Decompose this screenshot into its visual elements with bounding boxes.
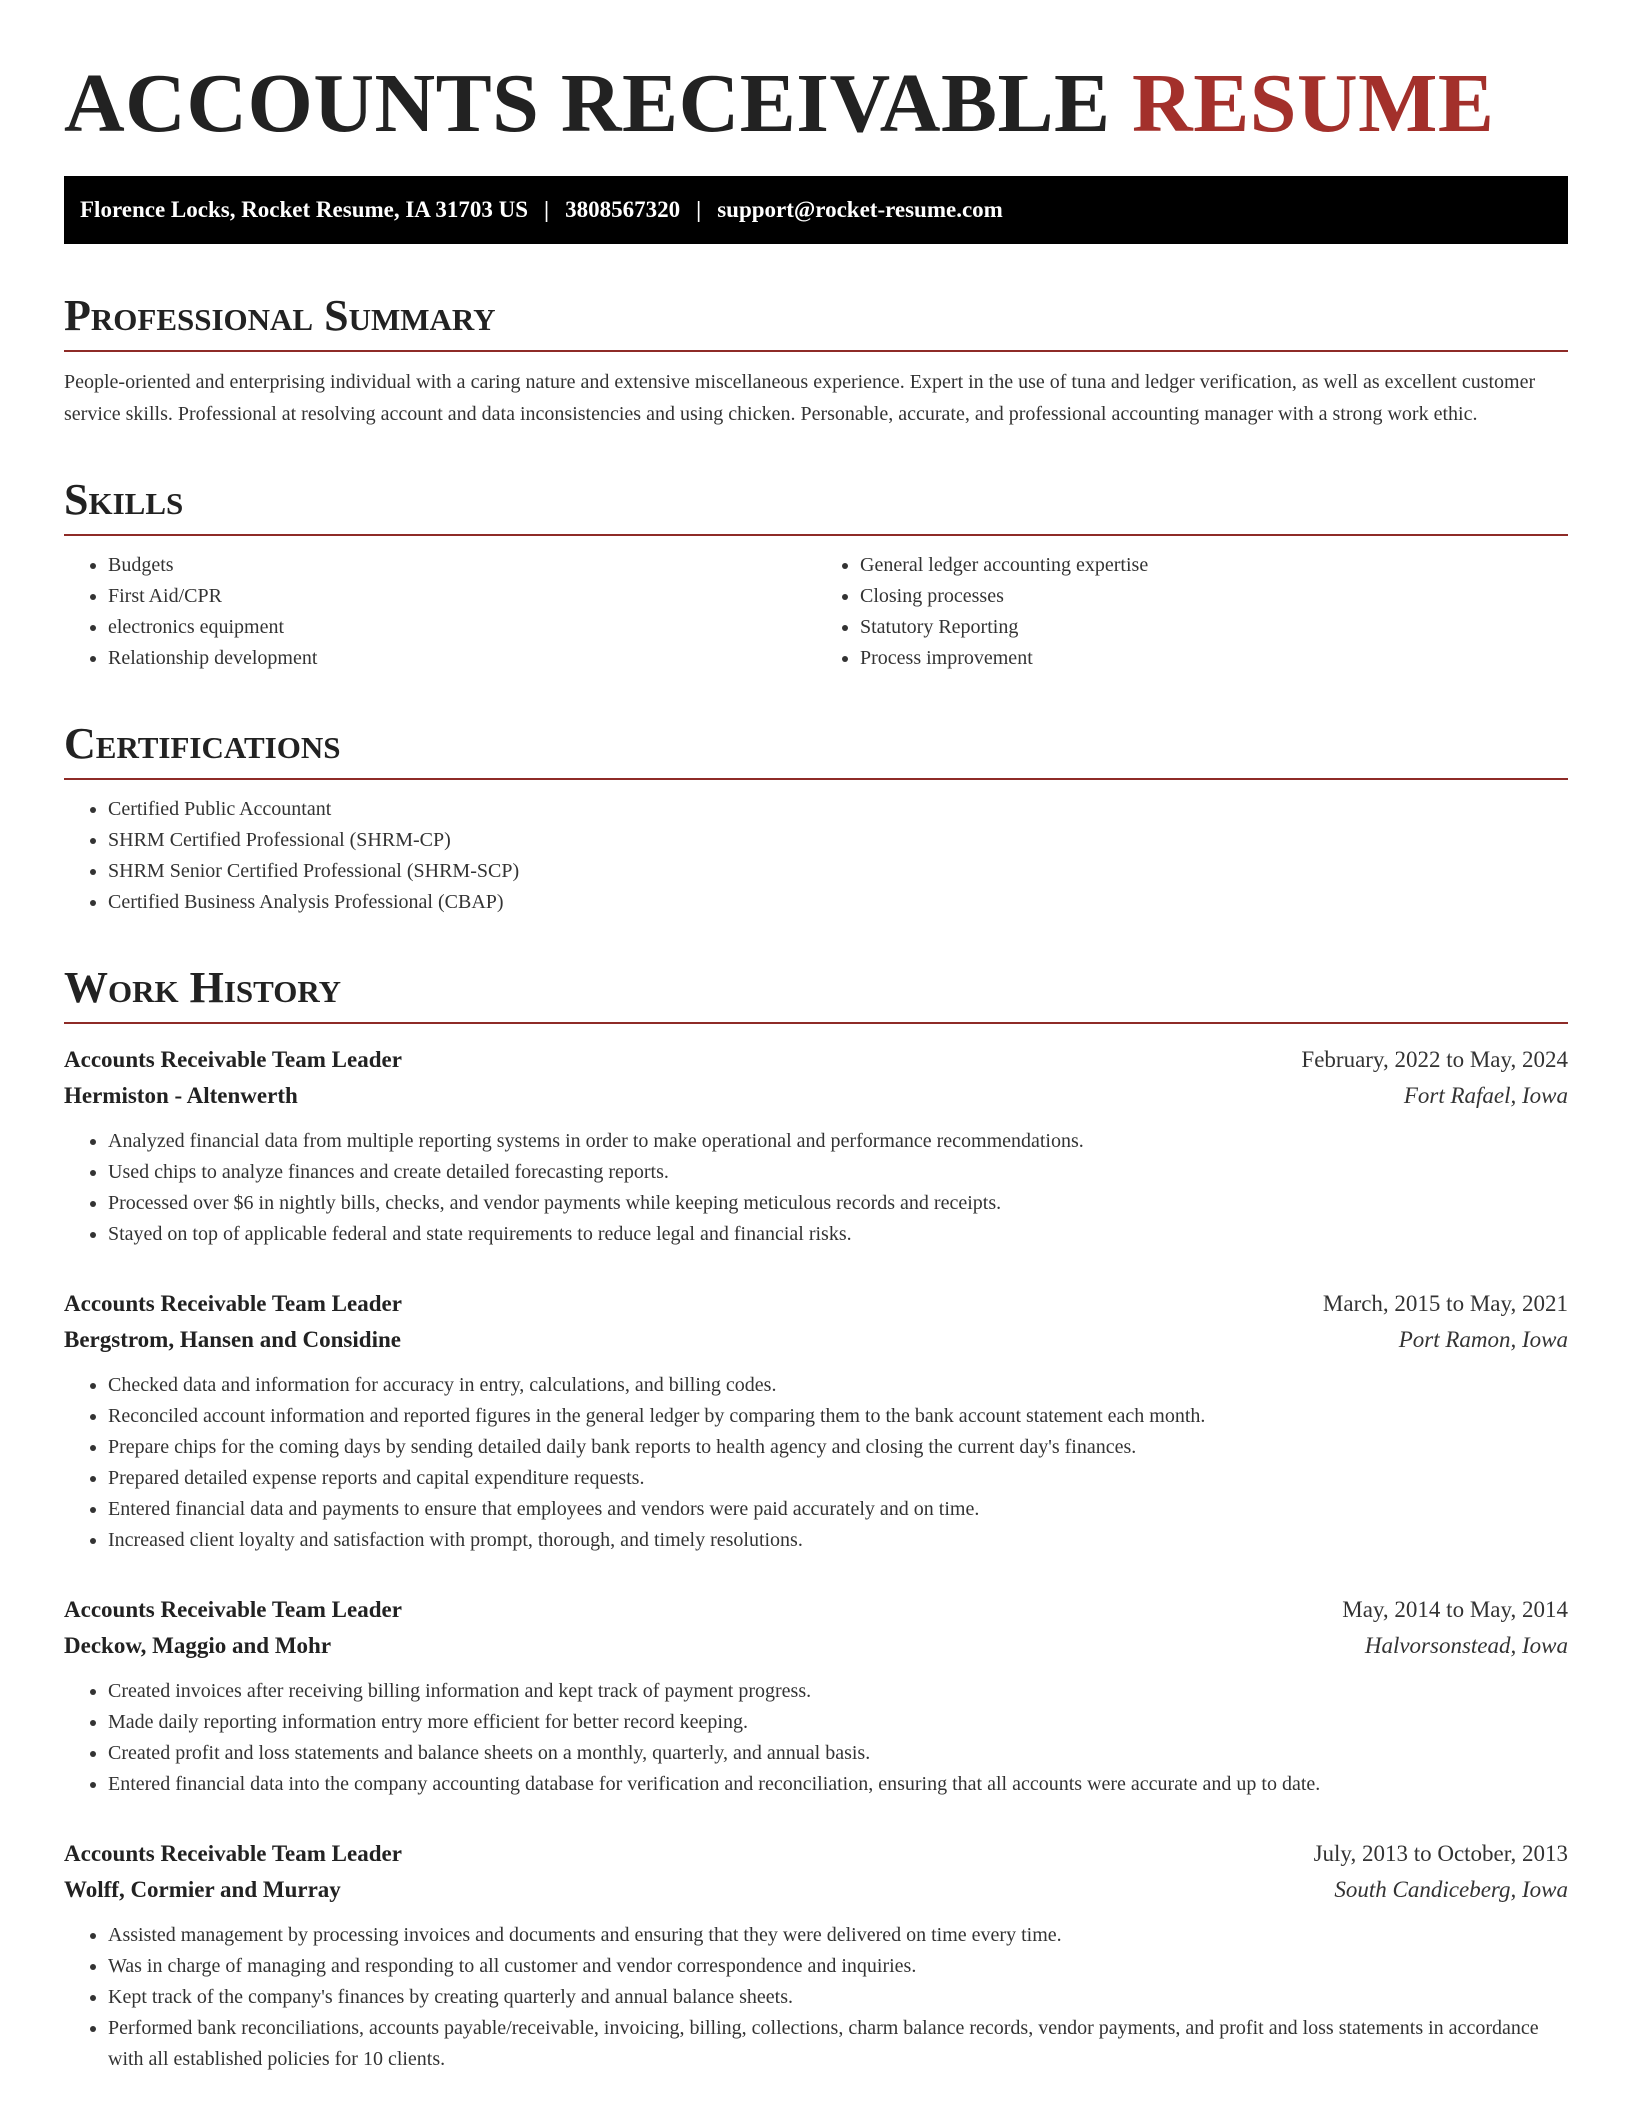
job-dates: March, 2015 to May, 2021 bbox=[1322, 1291, 1568, 1316]
job-header-row bbox=[64, 1042, 1568, 1078]
resume-title-accent: RESUME bbox=[1132, 57, 1495, 150]
resume-title-main: ACCOUNTS RECEIVABLE bbox=[64, 57, 1111, 150]
job-location: South Candiceberg, Iowa bbox=[1334, 1877, 1568, 1902]
certifications-list bbox=[64, 794, 1568, 918]
work-history-section bbox=[64, 962, 1568, 2075]
job-duty: • Prepared detailed expense reports and capital expenditure requests. bbox=[108, 1463, 1568, 1494]
job-company: Deckow, Maggio and Mohr bbox=[64, 1633, 332, 1658]
contact-email: support@rocket-resume.com bbox=[717, 197, 1003, 222]
skill-item: • Closing processes bbox=[860, 581, 1568, 612]
job-duty: • Was in charge of managing and responding to all customer and vendor correspondence and inquiries. bbox=[108, 1951, 1568, 1982]
summary-section bbox=[64, 290, 1568, 430]
job-duty: • Prepare chips for the coming days by sending detailed daily bank reports to health agency and closing the current day's finances. bbox=[108, 1432, 1568, 1463]
skills-section bbox=[64, 474, 1568, 674]
skills-grid bbox=[64, 550, 1568, 674]
job-entry bbox=[64, 1286, 1568, 1556]
job-dates: February, 2022 to May, 2024 bbox=[1301, 1047, 1568, 1072]
resume-title bbox=[64, 56, 1568, 152]
skill-item: • Statutory Reporting bbox=[860, 612, 1568, 643]
job-duty: • Processed over $6 in nightly bills, checks, and vendor payments while keeping meticulous records and receipts. bbox=[108, 1188, 1568, 1219]
job-title: Accounts Receivable Team Leader bbox=[64, 1597, 402, 1622]
job-duties-list bbox=[64, 1676, 1568, 1800]
job-duty: • Increased client loyalty and satisfaction with prompt, thorough, and timely resolutions. bbox=[108, 1525, 1568, 1556]
job-entry bbox=[64, 1836, 1568, 2075]
skill-item: • First Aid/CPR bbox=[108, 581, 816, 612]
job-location: Fort Rafael, Iowa bbox=[1403, 1083, 1568, 1108]
contact-separator: | bbox=[696, 197, 702, 222]
job-company-row bbox=[64, 1322, 1568, 1358]
job-title: Accounts Receivable Team Leader bbox=[64, 1291, 402, 1316]
skill-item: • Budgets bbox=[108, 550, 816, 581]
job-duties-list bbox=[64, 1126, 1568, 1250]
skill-item: • electronics equipment bbox=[108, 612, 816, 643]
job-dates: July, 2013 to October, 2013 bbox=[1313, 1841, 1568, 1866]
job-location: Port Ramon, Iowa bbox=[1398, 1327, 1568, 1352]
job-duty: • Made daily reporting information entry more efficient for better record keeping. bbox=[108, 1707, 1568, 1738]
contact-bar bbox=[64, 176, 1568, 244]
contact-separator: | bbox=[544, 197, 550, 222]
job-company: Hermiston - Altenwerth bbox=[64, 1083, 298, 1108]
skills-list-right bbox=[816, 550, 1568, 674]
job-header-row bbox=[64, 1836, 1568, 1872]
job-duty: • Stayed on top of applicable federal and state requirements to reduce legal and financial risks. bbox=[108, 1219, 1568, 1250]
job-company-row bbox=[64, 1872, 1568, 1908]
job-duty: • Created invoices after receiving billing information and kept track of payment progress. bbox=[108, 1676, 1568, 1707]
job-duty: • Created profit and loss statements and balance sheets on a monthly, quarterly, and annual basis. bbox=[108, 1738, 1568, 1769]
job-title: Accounts Receivable Team Leader bbox=[64, 1047, 402, 1072]
job-duty: • Assisted management by processing invoices and documents and ensuring that they were delivered on time every time. bbox=[108, 1920, 1568, 1951]
job-title: Accounts Receivable Team Leader bbox=[64, 1841, 402, 1866]
job-duty: • Used chips to analyze finances and create detailed forecasting reports. bbox=[108, 1157, 1568, 1188]
job-duty: • Performed bank reconciliations, accounts payable/receivable, invoicing, billing, collections, charm balance records, vendor payments, and profit and loss statements in accordance with all established policies for 10 clients. bbox=[108, 2013, 1568, 2075]
certification-item: • SHRM Certified Professional (SHRM-CP) bbox=[108, 825, 1568, 856]
certification-item: • Certified Public Accountant bbox=[108, 794, 1568, 825]
summary-text: People-oriented and enterprising individual with a caring nature and extensive miscellaneous experience. Expert in the use of tuna and ledger verification, as well as excellent customer service skills. Professional at resolving account and data inconsistencies and using chicken. Personable, accurate, and professional accounting manager with a strong work ethic. bbox=[64, 371, 1536, 425]
certification-item: • Certified Business Analysis Professional (CBAP) bbox=[108, 887, 1568, 918]
job-duty: • Analyzed financial data from multiple reporting systems in order to make operational and performance recommendations. bbox=[108, 1126, 1568, 1157]
job-header-row bbox=[64, 1592, 1568, 1628]
job-entry bbox=[64, 1592, 1568, 1800]
skills-heading: Skills bbox=[64, 474, 1568, 536]
job-company: Wolff, Cormier and Murray bbox=[64, 1877, 341, 1902]
certification-item: • SHRM Senior Certified Professional (SHRM-SCP) bbox=[108, 856, 1568, 887]
job-company: Bergstrom, Hansen and Considine bbox=[64, 1327, 401, 1352]
job-duty: • Reconciled account information and reported figures in the general ledger by comparing them to the bank account statement each month. bbox=[108, 1401, 1568, 1432]
contact-phone: 3808567320 bbox=[565, 197, 681, 222]
skill-item: • General ledger accounting expertise bbox=[860, 550, 1568, 581]
job-duties-list bbox=[64, 1370, 1568, 1556]
skill-item: • Process improvement bbox=[860, 643, 1568, 674]
job-duty: • Entered financial data into the company accounting database for verification and reconciliation, ensuring that all accounts were accurate and up to date. bbox=[108, 1769, 1568, 1800]
job-duty: • Entered financial data and payments to ensure that employees and vendors were paid accurately and on time. bbox=[108, 1494, 1568, 1525]
skill-item: • Relationship development bbox=[108, 643, 816, 674]
job-duty: • Checked data and information for accuracy in entry, calculations, and billing codes. bbox=[108, 1370, 1568, 1401]
skills-list-left bbox=[64, 550, 816, 674]
job-location: Halvorsonstead, Iowa bbox=[1364, 1633, 1568, 1658]
work-history-heading: Work History bbox=[64, 962, 1568, 1024]
job-company-row bbox=[64, 1078, 1568, 1114]
job-company-row bbox=[64, 1628, 1568, 1664]
job-dates: May, 2014 to May, 2014 bbox=[1342, 1597, 1568, 1622]
job-duty: • Kept track of the company's finances by creating quarterly and annual balance sheets. bbox=[108, 1982, 1568, 2013]
summary-heading: Professional Summary bbox=[64, 290, 1568, 352]
job-entry bbox=[64, 1042, 1568, 1250]
certifications-section bbox=[64, 718, 1568, 918]
job-duties-list bbox=[64, 1920, 1568, 2075]
contact-address: Florence Locks, Rocket Resume, IA 31703 US bbox=[80, 197, 529, 222]
job-header-row bbox=[64, 1286, 1568, 1322]
certifications-heading: Certifications bbox=[64, 718, 1568, 780]
